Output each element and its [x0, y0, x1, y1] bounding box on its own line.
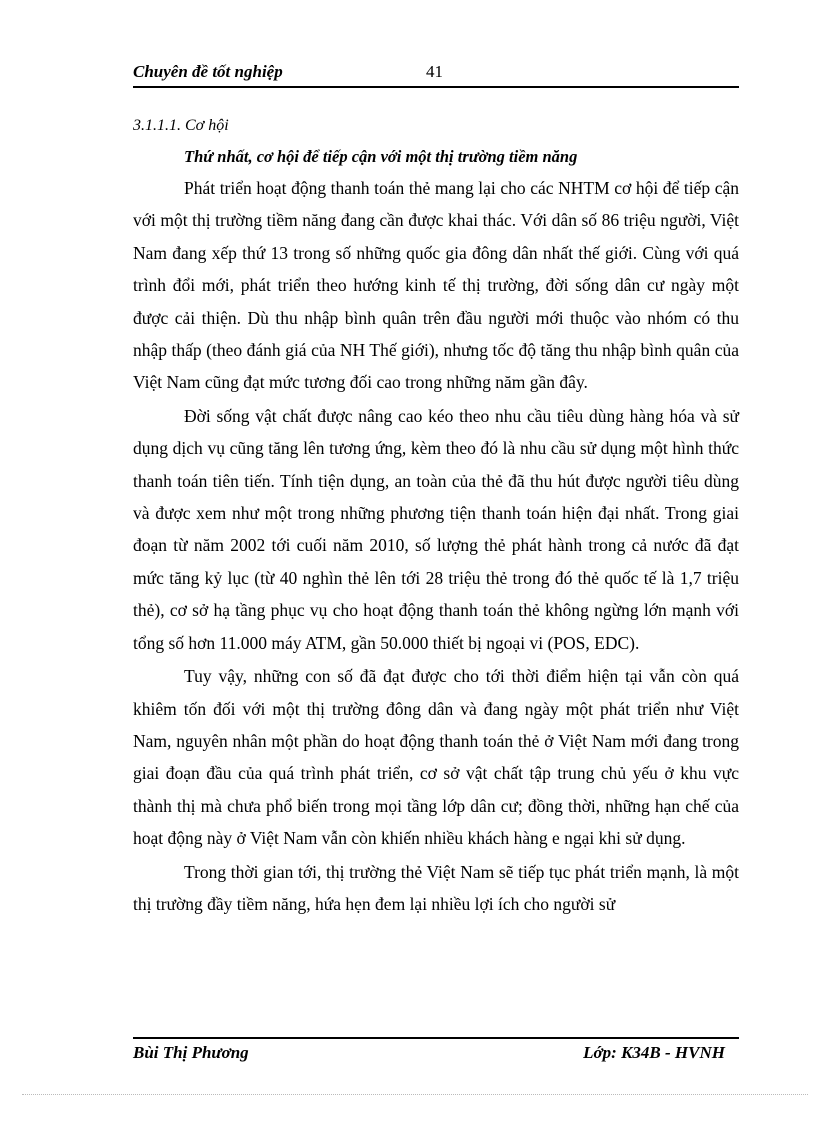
document-title: Chuyên đề tốt nghiệp [133, 62, 283, 81]
paragraph: Đời sống vật chất được nâng cao kéo theo nhu cầu tiêu dùng hàng hóa và sử dụng dịch vụ cũng tăng lên tương ứng, kèm theo đó là nhu cầu sử dụng một hình thức thanh toán tiên tiến. Tính tiện dụng, an toàn của thẻ đã thu hút được người tiêu dùng và được xem như một trong những phương tiện thanh toán hiện đại nhất. Trong giai đoạn từ năm 2002 tới cuối năm 2010, số lượng thẻ phát hành trong cả nước đã đạt mức tăng kỷ lục (từ 40 nghìn thẻ lên tới 28 triệu thẻ trong đó thẻ quốc tế là 1,7 triệu thẻ), cơ sở hạ tầng phục vụ cho hoạt động thanh toán thẻ không ngừng lớn mạnh với tổng số hơn 11.000 máy ATM, gần 50.000 thiết bị ngoại vi (POS, EDC). [133, 405, 739, 653]
paragraph: Phát triển hoạt động thanh toán thẻ mang lại cho các NHTM cơ hội để tiếp cận với một thị trường tiềm năng đang cần được khai thác. Với dân số 86 triệu người, Việt Nam đang xếp thứ 13 trong số những quốc gia đông dân nhất thế giới. Cùng với quá trình đổi mới, phát triển theo hướng kinh tế thị trường, đời sống dân cư ngày một được cải thiện. Dù thu nhập bình quân trên đầu người mới thuộc vào nhóm có thu nhập thấp (theo đánh giá của NH Thế giới), nhưng tốc độ tăng thu nhập bình quân của Việt Nam cũng đạt mức tương đối cao trong những năm gần đây. [133, 178, 739, 393]
paragraph: Trong thời gian tới, thị trường thẻ Việt Nam sẽ tiếp tục phát triển mạnh, là một thị trường đầy tiềm năng, hứa hẹn đem lại nhiều lợi ích cho người sử [133, 861, 739, 914]
paragraph: Tuy vậy, những con số đã đạt được cho tới thời điểm hiện tại vẫn còn quá khiêm tốn đối với một thị trường đông dân và đang ngày một phát triển như Việt Nam, nguyên nhân một phần do hoạt động thanh toán thẻ ở Việt Nam mới đang trong giai đoạn đầu của quá trình phát triển, cơ sở vật chất tập trung chủ yếu ở khu vực thành thị mà chưa phổ biến trong mọi tầng lớp dân cư; đồng thời, những hạn chế của hoạt động này ở Việt Nam vẫn còn khiến nhiều khách hàng e ngại khi sử dụng. [133, 666, 739, 849]
author-name: Bùi Thị Phương [133, 1043, 249, 1062]
page-footer [133, 1037, 739, 1071]
page-body [133, 111, 739, 920]
page-header [133, 60, 739, 88]
sub-heading: Thứ nhất, cơ hội để tiếp cận với một thị trường tiềm năng [184, 147, 578, 166]
page-edge-divider [22, 1094, 808, 1095]
page-number: 41 [426, 62, 443, 81]
class-label: Lớp: K34B - HVNH [583, 1043, 725, 1062]
section-label: 3.1.1.1. Cơ hội [133, 117, 229, 134]
